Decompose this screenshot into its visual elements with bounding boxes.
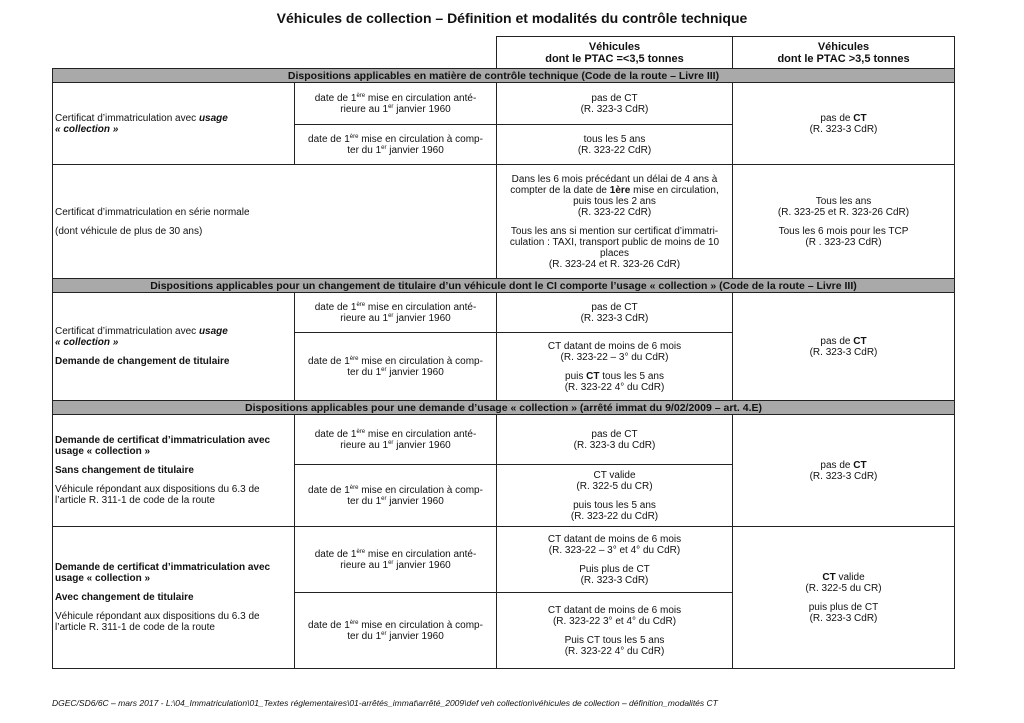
table-row	[53, 293, 955, 333]
cell-ct-value: pas de CT (R. 323-3 CdR)	[497, 83, 733, 125]
table-row	[53, 165, 955, 279]
row-label-usage-collection: Certificat d’immatriculation avec usage « collection »	[53, 83, 295, 165]
table-header-row	[53, 37, 955, 69]
row-label-serie-normale: Certificat d’immatriculation en série normale (dont véhicule de plus de 30 ans)	[53, 165, 497, 279]
section-heading-demande-usage-collection: Dispositions applicables pour une demande d’usage « collection » (arrêté immat du 9/02/2009 – art. 4.E)	[53, 401, 955, 415]
footer-path: DGEC/SD6/6C – mars 2017 - L:\04_Immatriculation\01_Textes réglementaires\01-arrêtés_immat\arrêté_2009\def veh collection\véhicules de collection – définition_modalités CT	[52, 698, 718, 708]
row-label-changement-titulaire: Certificat d’immatriculation avec usage « collection » Demande de changement de titulaire	[53, 293, 295, 401]
date-before-1960: date de 1ère mise en circulation anté- rieure au 1er janvier 1960	[295, 415, 497, 465]
cell-ct-value: pas de CT (R. 323-3 CdR)	[733, 415, 955, 527]
date-before-1960: date de 1ère mise en circulation anté- rieure au 1er janvier 1960	[295, 83, 497, 125]
section-heading-changement-titulaire: Dispositions applicables pour un changement de titulaire d’un véhicule dont le CI comporte l’usage « collection » (Code de la route – Livre III)	[53, 279, 955, 293]
cell-ct-value: CT valide (R. 322-5 du CR) puis plus de CT (R. 323-3 CdR)	[733, 527, 955, 669]
page-title: Véhicules de collection – Définition et modalités du contrôle technique	[276, 10, 748, 26]
header-ptac-over-3-5t: Véhicules dont le PTAC >3,5 tonnes	[733, 37, 955, 69]
cell-ct-value: pas de CT (R. 323-3 du CdR)	[497, 415, 733, 465]
header-ptac-under-3-5t: Véhicules dont le PTAC =<3,5 tonnes	[497, 37, 733, 69]
date-before-1960: date de 1ère mise en circulation anté- rieure au 1er janvier 1960	[295, 293, 497, 333]
cell-ct-value: CT datant de moins de 6 mois (R. 323-22 – 3° du CdR) puis CT tous les 5 ans (R. 323-22 4° du CdR)	[497, 333, 733, 401]
regulation-table	[52, 36, 955, 669]
cell-ct-value: Tous les ans (R. 323-25 et R. 323-26 CdR) Tous les 6 mois pour les TCP (R . 323-23 CdR)	[733, 165, 955, 279]
cell-ct-value: Dans les 6 mois précédant un délai de 4 ans à compter de la date de 1ère mise en circulation, puis tous les 2 ans (R. 323-22 CdR) Tous les ans si mention sur certificat d’immatri- culation : TAXI, transport public de moins de 10 places (R. 323-24 et R. 323-26 CdR)	[497, 165, 733, 279]
date-before-1960: date de 1ère mise en circulation anté- rieure au 1er janvier 1960	[295, 527, 497, 593]
cell-ct-value: pas de CT (R. 323-3 CdR)	[497, 293, 733, 333]
date-after-1960: date de 1ère mise en circulation à comp- ter du 1er janvier 1960	[295, 333, 497, 401]
table-row	[53, 527, 955, 593]
cell-ct-value: tous les 5 ans (R. 323-22 CdR)	[497, 125, 733, 165]
date-after-1960: date de 1ère mise en circulation à comp- ter du 1er janvier 1960	[295, 465, 497, 527]
date-after-1960: date de 1ère mise en circulation à comp- ter du 1er janvier 1960	[295, 593, 497, 669]
row-label-sans-changement: Demande de certificat d’immatriculation avec usage « collection » Sans changement de titulaire Véhicule répondant aux dispositions du 6.3 de l’article R. 311-1 de code de la route	[53, 415, 295, 527]
table-row	[53, 415, 955, 465]
date-after-1960: date de 1ère mise en circulation à comp- ter du 1er janvier 1960	[295, 125, 497, 165]
cell-ct-value: CT datant de moins de 6 mois (R. 323-22 – 3° et 4° du CdR) Puis plus de CT (R. 323-3 CdR)	[497, 527, 733, 593]
table-row	[53, 83, 955, 125]
section-heading-ct: Dispositions applicables en matière de contrôle technique (Code de la route – Livre III)	[53, 69, 955, 83]
cell-ct-value: pas de CT (R. 323-3 CdR)	[733, 83, 955, 165]
row-label-avec-changement: Demande de certificat d’immatriculation avec usage « collection » Avec changement de titulaire Véhicule répondant aux dispositions du 6.3 de l’article R. 311-1 de code de la route	[53, 527, 295, 669]
cell-ct-value: CT valide (R. 322-5 du CR) puis tous les 5 ans (R. 323-22 du CdR)	[497, 465, 733, 527]
cell-ct-value: pas de CT (R. 323-3 CdR)	[733, 293, 955, 401]
cell-ct-value: CT datant de moins de 6 mois (R. 323-22 3° et 4° du CdR) Puis CT tous les 5 ans (R. 323-22 4° du CdR)	[497, 593, 733, 669]
